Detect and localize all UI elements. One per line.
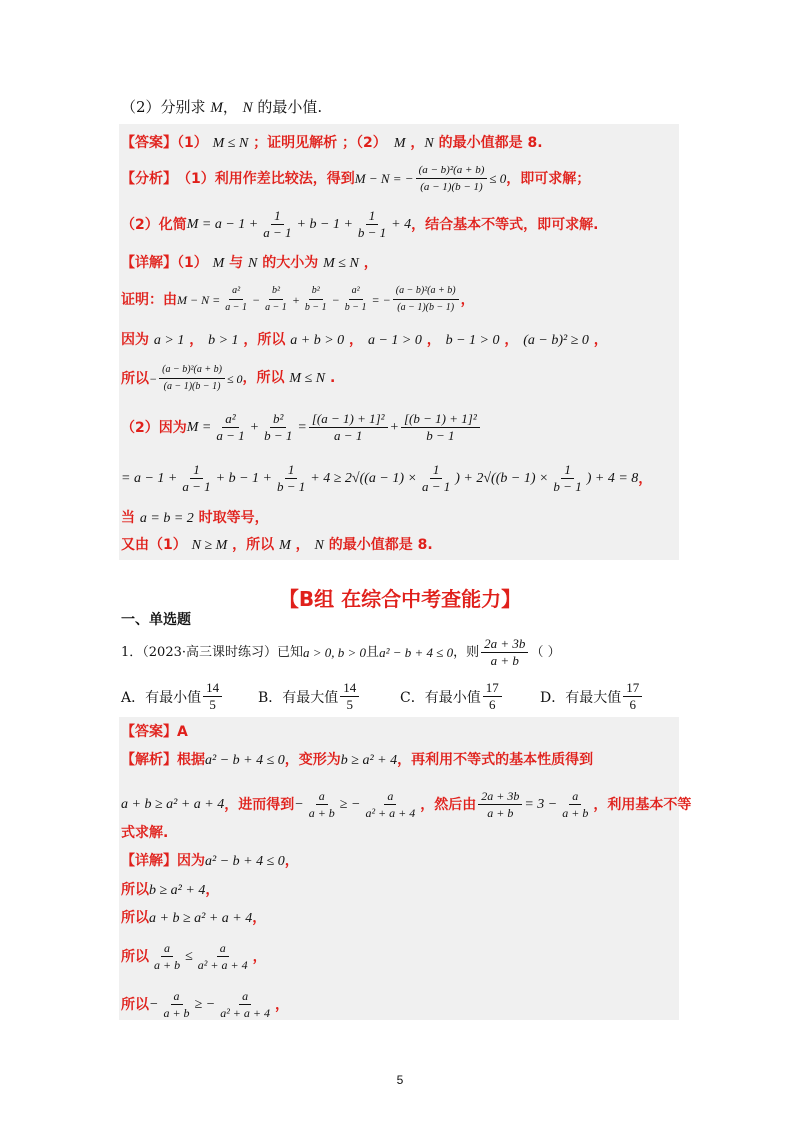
- option-a[interactable]: [121, 680, 224, 713]
- equality-line: 当 a = b = 2 时取等号，: [121, 510, 269, 526]
- analysis-1-text: （1）利用作差比较法，得到: [177, 170, 355, 187]
- option-b[interactable]: [258, 680, 361, 713]
- option-d-label: D．有最大值: [540, 689, 622, 706]
- analysis-2-text: （2）化简: [121, 216, 187, 233]
- equation-line: = a − 1 + $\frac{1}{a - 1}$ + b − 1 + $\frac{1}{b - 1}$ + 4 ≥ 2√( (a − 1) × $\frac{1}{a - 1}$ ) + 2√( (b − 1) × $\frac{1}{b - 1}$ ) + 4 = 8 ，: [121, 462, 653, 494]
- page-number: 5: [396, 1073, 404, 1087]
- option-c-label: C．有最小值: [400, 689, 481, 706]
- option-b-value: $\frac{14}{5}$: [340, 680, 359, 713]
- because-line: 因为 a > 1 ， b > 1 ，所以 a + b > 0 ， a − 1 > 0 ， b − 1 > 0 ， (a − b)² ≥ 0 ，: [121, 332, 608, 348]
- question-2-text: （2）分别求 M， N 的最小值.: [121, 98, 323, 116]
- conclusion-line: 又由（1） N ≥ M ，所以 M ， N 的最小值都是 8.: [121, 537, 433, 553]
- detail-line-1: 【详解】（1） M 与 N 的大小为 M ≤ N ，: [121, 255, 378, 271]
- option-d-value: $\frac{17}{6}$: [623, 680, 642, 713]
- analysis-2-end: ，结合基本不等式，即可求解.: [411, 216, 599, 233]
- solution-step-4: 所以 − $\frac{a}{a + b}$ ≥ − $\frac{a}{\text{a² + a + 4}}$ ，: [121, 989, 289, 1020]
- option-b-label: B．有最大值: [258, 689, 339, 706]
- question-1-fraction: $\frac{2a + 3b}{a + b}$: [481, 636, 528, 669]
- option-a-value: $\frac{14}{5}$: [203, 680, 222, 713]
- solution-detail: 【详解】因为a² − b + 4 ≤ 0，: [121, 853, 299, 869]
- option-c[interactable]: [400, 680, 504, 713]
- solution-step-3: 所以 $\frac{a}{a + b}$ ≤ $\frac{a}{\text{a² + a + 4}}$ ，: [121, 941, 267, 972]
- proof-line: 证明：由 M − N = $\frac{\text{a²}}{a - 1}$ − $\frac{\text{b²}}{a - 1}$ + $\frac{\text{b²}}{b - 1}$ − $\frac{\text{a²}}{b - 1}$ = − $\frac{\text{(a − b)²(a + b)}}{(a - 1)(b - 1)}$ ，: [121, 285, 475, 313]
- solution-step-2: 所以a + b ≥ a² + a + 4，: [121, 910, 267, 926]
- option-c-value: $\frac{17}{6}$: [483, 680, 502, 713]
- option-d[interactable]: [540, 680, 644, 713]
- analysis-fraction: $\frac{\text{(a − b)²(a + b)}}{(a - 1)(b - 1)}$: [416, 162, 488, 195]
- group-heading: 【B组 在综合中考查能力】: [278, 587, 522, 611]
- option-a-label: A．有最小值: [121, 689, 202, 706]
- solution-analysis-1: 【解析】根据a² − b + 4 ≤ 0，变形为b ≥ a² + 4，再利用不等式的基本性质得到: [121, 752, 594, 768]
- question-1-prefix: 1．（2023·高三课时练习）已知: [121, 644, 303, 660]
- answer-line: 【答案】（1） M ≤ N ；证明见解析 ；（2） M ，N 的最小值都是 8.: [121, 135, 543, 151]
- question-1-stem: 1．（2023·高三课时练习）已知 a > 0, b > 0 且 a² − b + 4 ≤ 0 ，则 $\frac{2a + 3b}{a + b}$ （ ）: [121, 636, 561, 668]
- solution-analysis-3: 式求解.: [121, 825, 169, 841]
- analysis-label: 【分析】: [121, 170, 177, 187]
- analysis-1-end: ，即可求解；: [506, 170, 591, 187]
- therefore-label: 所以: [121, 370, 149, 387]
- proof-end: ，: [460, 291, 475, 308]
- detail-label: 【详解】: [121, 255, 177, 271]
- solution-analysis-2: a + b ≥ a² + a + 4 ，进而得到 − $\frac{a}{a + b}$ ≥ − $\frac{a}{\text{a² + a + 4}}$ ，然后由 $\frac{2a + 3b}{a + b}$ = 3 − $\frac{a}{a + b}$ ，利用基本不等: [121, 789, 692, 820]
- solution-answer: 【答案】A: [121, 724, 188, 740]
- therefore-line: 所以 − $\frac{\text{(a − b)²(a + b)}}{(a - 1)(b - 1)}$ ≤ 0 ，所以 M ≤ N .: [121, 364, 336, 392]
- part2-label: （2）因为: [121, 419, 187, 436]
- part2-line: （2）因为 M = $\frac{\text{a²}}{a - 1}$ + $\frac{\text{b²}}{b - 1}$ = $\frac{\text{[(a − 1) + 1]²}}{a - 1}$ + $\frac{\text{[(b − 1) + 1]²}}{b - 1}$: [121, 411, 482, 444]
- question-2: [121, 97, 322, 118]
- section-title: 一、单选题: [121, 612, 191, 628]
- analysis-line-1: 【分析】 （1）利用作差比较法，得到 M − N = − $\frac{\text{(a − b)²(a + b)}}{(a - 1)(b - 1)}$ ≤ 0 ，即可求解；: [121, 164, 591, 193]
- analysis-line-2: （2）化简 M = a − 1 + $\frac{1}{a - 1}$ + b − 1 + $\frac{1}{b - 1}$ + 4 ，结合基本不等式，即可求解.: [121, 208, 599, 240]
- proof-label: 证明：由: [121, 291, 177, 308]
- solution-step-1: 所以b ≥ a² + 4，: [121, 882, 220, 898]
